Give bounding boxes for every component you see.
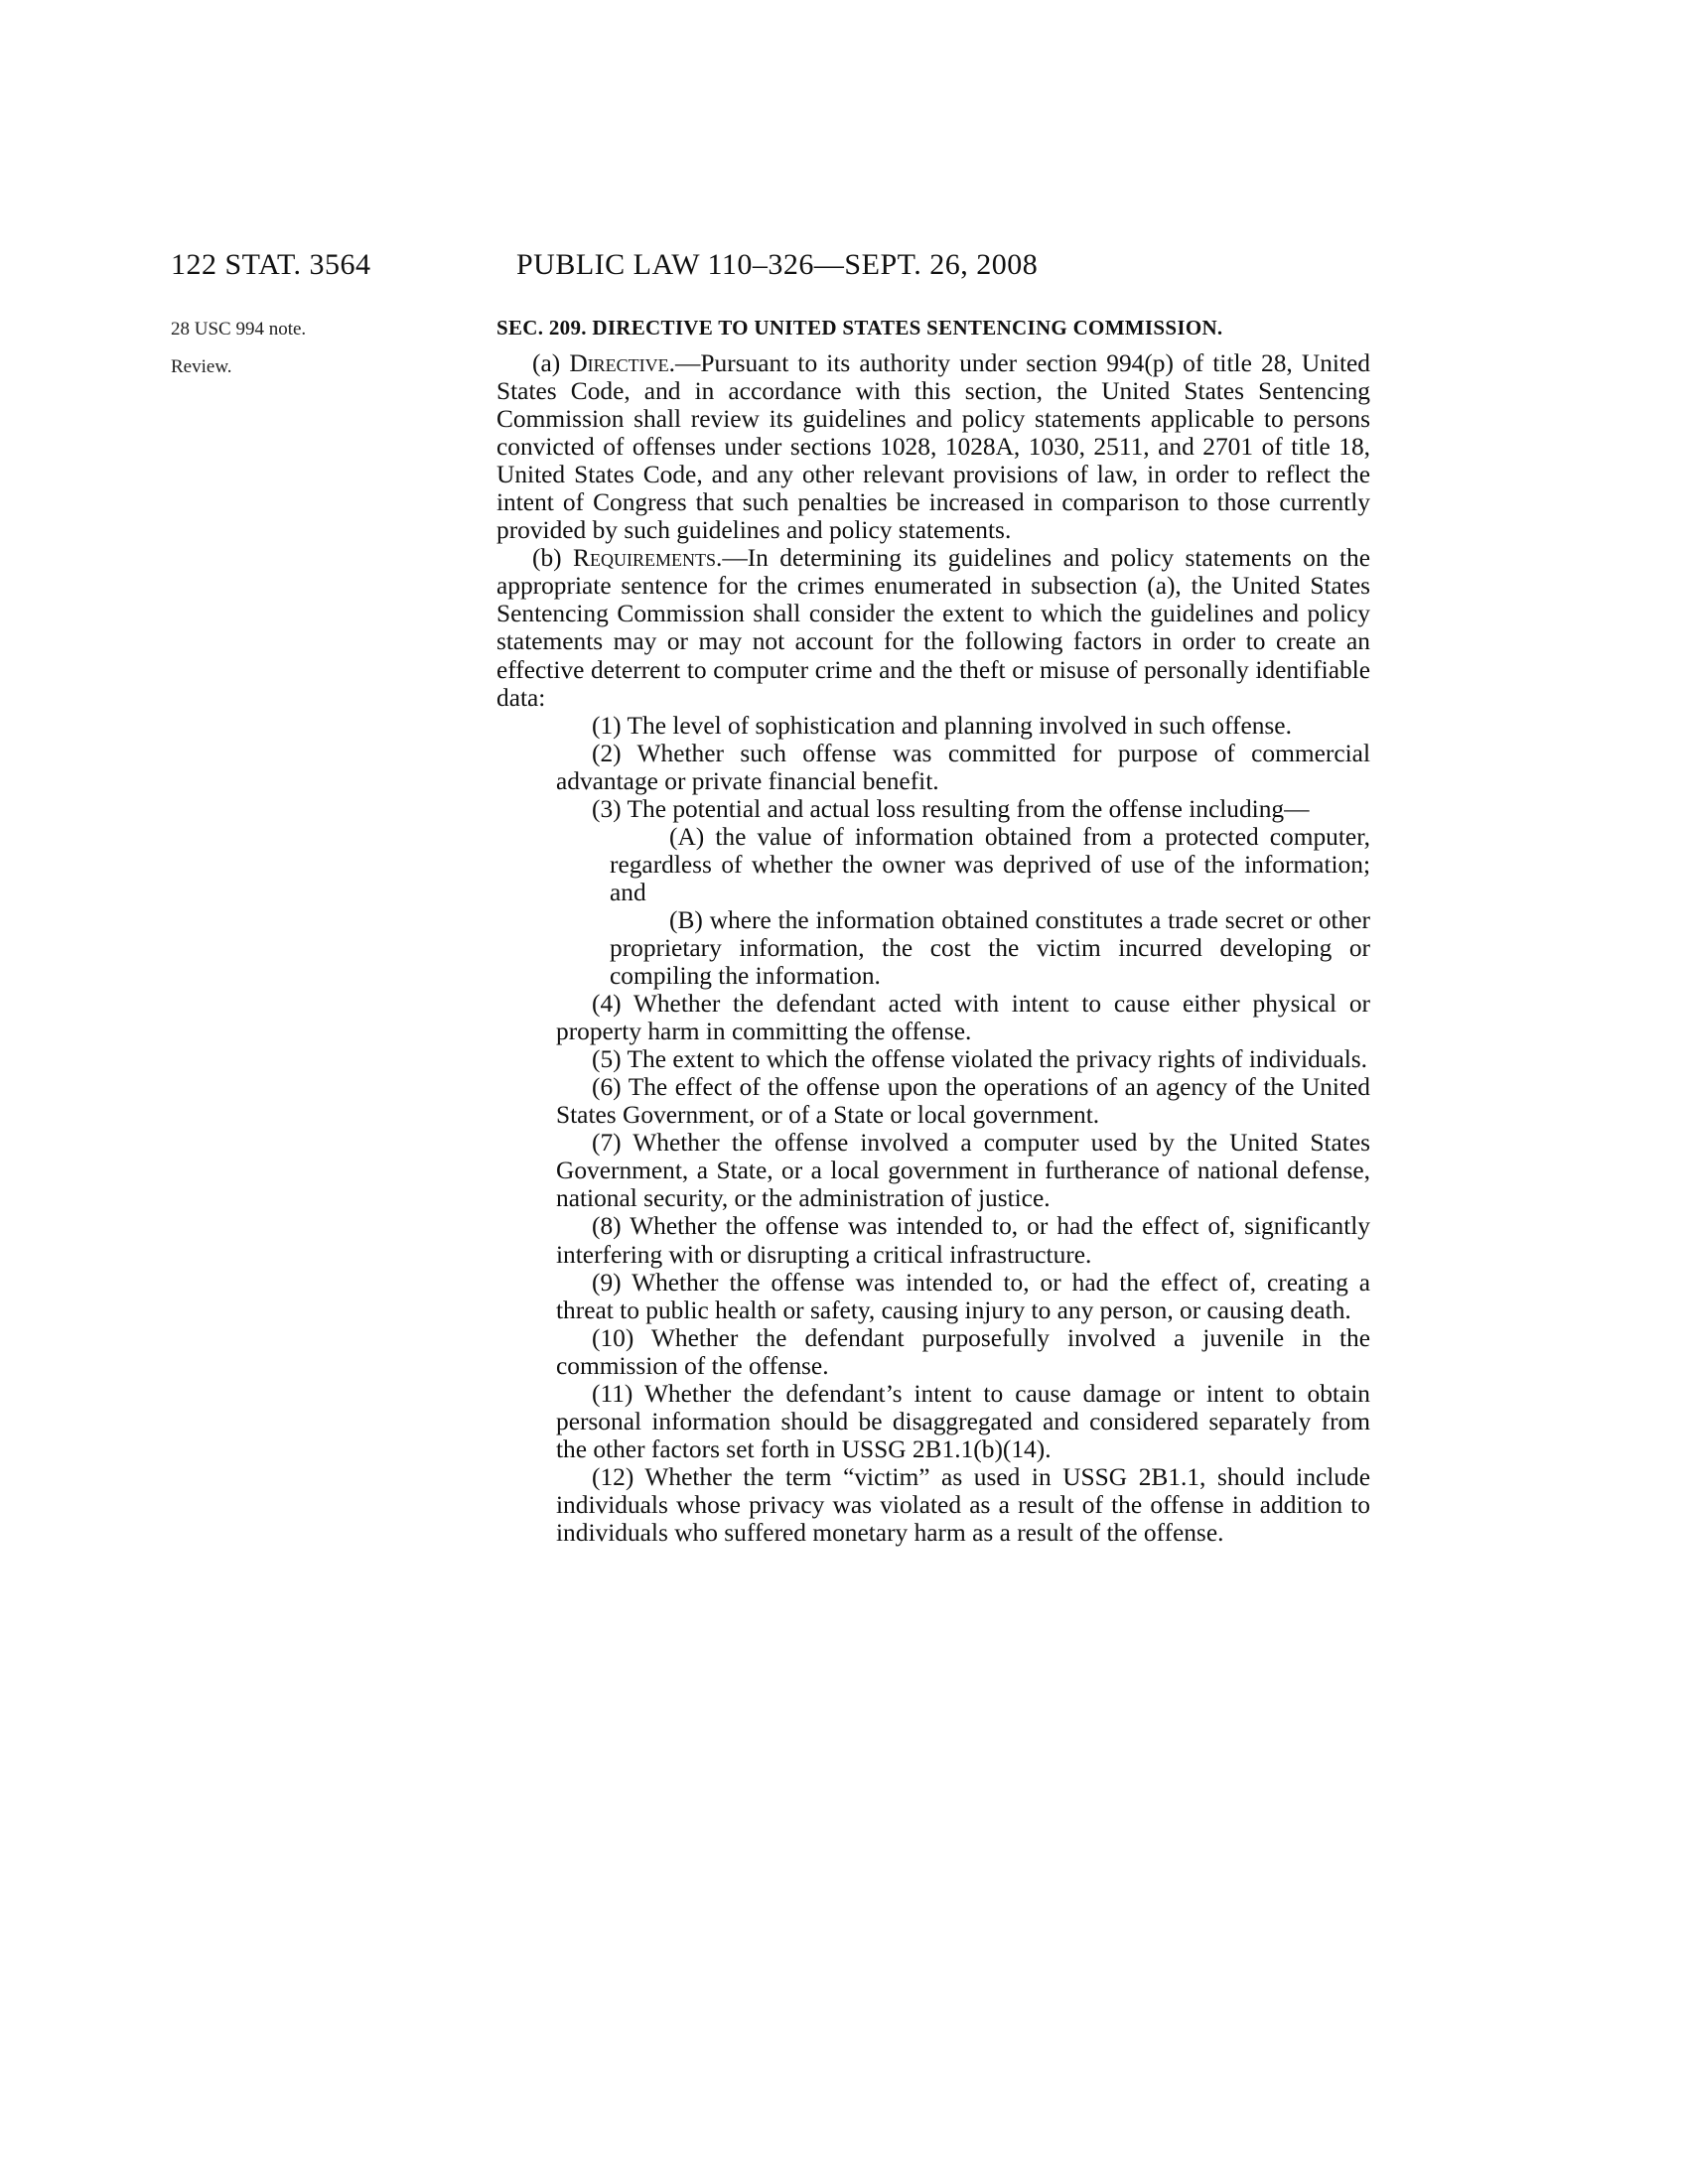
section-body	[496, 349, 1370, 1547]
paragraph-9: (9) Whether the offense was intended to, or had the effect of, creating a threat to public health or safety, causing injury to any person, or causing death.	[556, 1268, 1370, 1324]
subsection-b-label: (b)	[532, 544, 574, 573]
subsection-b	[496, 544, 1370, 711]
paragraph-7: (7) Whether the offense involved a computer used by the United States Government, a State, or a local government in furtherance of national defense, national security, or the administration of justice.	[556, 1129, 1370, 1213]
paragraph-12: (12) Whether the term “victim” as used in USSG 2B1.1, should include individuals whose privacy was violated as a result of the offense in addition to individuals who suffered monetary harm as a result of the offense.	[556, 1462, 1370, 1547]
paragraph-6: (6) The effect of the offense upon the operations of an agency of the United States Government, or of a State or local government.	[556, 1073, 1370, 1130]
paragraph-4: (4) Whether the defendant acted with intent to cause either physical or property harm in committing the offense.	[556, 990, 1370, 1046]
subsection-a	[496, 349, 1370, 544]
running-header-title: PUBLIC LAW 110–326—SEPT. 26, 2008	[516, 248, 1039, 281]
margin-note-usc: 28 USC 994 note.	[171, 319, 307, 340]
subsection-a-text: .—Pursuant to its authority under section 994(p) of title 28, United States Code, and in accordance with this section, the United States Sentencing Commission shall review its guidelines and policy statements applicable to persons convicted of offenses under sections 1028, 1028A, 1030, 2511, and 2701 of title 18, United States Code, and any other relevant provisions of law, in order to reflect the intent of Congress that such penalties be increased in comparison to those currently provided by such guidelines and policy statements.	[496, 349, 1370, 545]
margin-note-review: Review.	[171, 356, 232, 377]
section-heading: SEC. 209. DIRECTIVE TO UNITED STATES SENTENCING COMMISSION.	[496, 316, 1223, 340]
subsection-a-heading: Directive	[569, 349, 669, 377]
paragraph-3: (3) The potential and actual loss resulting from the offense including—	[592, 794, 1310, 823]
paragraph-8: (8) Whether the offense was intended to, or had the effect of, significantly interfering with or disrupting a critical infrastructure.	[556, 1212, 1370, 1269]
paragraph-10: (10) Whether the defendant purposefully involved a juvenile in the commission of the offense.	[556, 1323, 1370, 1380]
paragraph-1: (1) The level of sophistication and planning involved in such offense.	[592, 711, 1292, 740]
paragraph-5: (5) The extent to which the offense violated the privacy rights of individuals.	[592, 1045, 1368, 1074]
paragraph-11: (11) Whether the defendant’s intent to cause damage or intent to obtain personal information should be disaggregated and considered separately from the other factors set forth in USSG 2B1.1(b)(14).	[556, 1379, 1370, 1463]
subsection-a-label: (a)	[532, 349, 570, 377]
subparagraph-3b: (B) where the information obtained constitutes a trade secret or other proprietary information, the cost the victim incurred developing or compiling the information.	[610, 905, 1370, 991]
subsection-b-heading: Requirements	[573, 544, 716, 573]
paragraph-2: (2) Whether such offense was committed for purpose of commercial advantage or private financial benefit.	[556, 739, 1370, 795]
stat-page-number: 122 STAT. 3564	[171, 248, 371, 281]
subsection-b-text: .—In determining its guidelines and policy statements on the appropriate sentence for the crimes enumerated in subsection (a), the United States Sentencing Commission shall consider the extent to which the guidelines and policy statements may or may not account for the following factors in order to create an effective deterrent to computer crime and the theft or misuse of personally identifiable data:	[496, 544, 1370, 712]
subparagraph-3a: (A) the value of information obtained from a protected computer, regardless of whether the owner was deprived of use of the information; and	[610, 822, 1370, 906]
